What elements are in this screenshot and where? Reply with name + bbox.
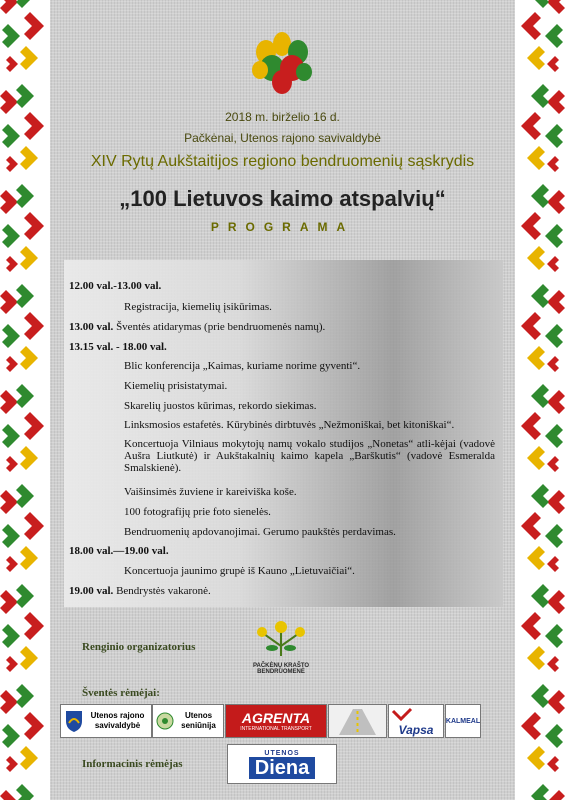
page-title: „100 Lietuvos kaimo atspalvių“ — [119, 186, 446, 211]
ornament-stitch — [547, 56, 559, 72]
ornament-stitch — [547, 690, 565, 714]
ornament-stitch — [0, 490, 18, 514]
ornament-motif — [521, 184, 565, 272]
ornament-stitch — [6, 656, 18, 672]
ornament-motif — [0, 84, 44, 172]
ornament-stitch — [521, 512, 541, 540]
ornament-stitch — [545, 724, 563, 748]
ornament-motif — [521, 784, 565, 800]
ornament-stitch — [547, 790, 565, 800]
ornament-stitch — [2, 124, 20, 148]
ornament-motif — [521, 284, 565, 372]
ornament-stitch — [545, 24, 563, 48]
ornament-motif — [521, 684, 565, 772]
ornament-stitch — [527, 546, 545, 570]
program-heading: PROGRAMA — [210, 220, 355, 234]
ornament-stitch — [547, 0, 565, 14]
road-icon — [329, 705, 386, 737]
organizer-name-line1: PAČKĖNŲ KRAŠTO — [252, 663, 310, 669]
event-date: 2018 m. birželio 16 d. — [225, 110, 340, 124]
ornament-stitch — [2, 424, 20, 448]
ornament-stitch — [16, 384, 34, 408]
program-item: Koncertuoja Vilniaus mokytojų namų vokalo studijos „Nonetas“ atli-kėjai (vadovė Aušra Liutkutė) ir Aukštakalnių kaimo kapela „Barškutis“ (vadovė Esmeralda Smalskienė). — [124, 438, 495, 474]
ornament-stitch — [24, 612, 44, 640]
program-item-text: Šventės atidarymas (prie bendruomenės namų). — [116, 321, 326, 333]
ornament-motif — [0, 484, 44, 572]
ornament-motif — [0, 284, 44, 372]
ornament-stitch — [521, 712, 541, 740]
ornament-stitch — [0, 290, 18, 314]
ornament-stitch — [527, 646, 545, 670]
ornament-stitch — [24, 212, 44, 240]
sponsors-label: Šventės rėmėjai: — [82, 687, 160, 699]
ornament-stitch — [0, 90, 18, 114]
ornament-stitch — [531, 84, 549, 108]
program-time: 19.00 val. — [69, 585, 114, 597]
organizer-name-line2: BENDRUOMENĖ — [257, 669, 305, 675]
program-item: 100 fotografijų prie foto sienelės. — [124, 506, 271, 518]
ornament-stitch — [547, 456, 559, 472]
ornament-stitch — [0, 190, 18, 214]
ornament-stitch — [531, 784, 549, 800]
media-name-top: UTENOS — [264, 749, 300, 757]
ornament-stitch — [6, 56, 18, 72]
ornament-stitch — [0, 390, 18, 414]
right-ornament-border — [515, 0, 565, 800]
info-sponsor-label: Informacinis rėmėjas — [82, 758, 183, 770]
ornament-stitch — [24, 412, 44, 440]
sponsor-kalmeal — [445, 704, 481, 738]
ornament-stitch — [6, 256, 18, 272]
ornament-stitch — [531, 584, 549, 608]
ornament-stitch — [521, 412, 541, 440]
organizer-label: Renginio organizatorius — [82, 641, 196, 653]
program-item: Skarelių juostos kūrimas, rekordo siekimas. — [124, 400, 317, 412]
ornament-stitch — [20, 146, 38, 170]
ornament-motif — [0, 584, 44, 672]
ornament-stitch — [6, 556, 18, 572]
sponsor-agrenta — [225, 704, 327, 738]
flower-icon — [248, 618, 314, 658]
ornament-stitch — [2, 624, 20, 648]
ornament-motif — [521, 484, 565, 572]
ornament-stitch — [545, 424, 563, 448]
ornament-stitch — [16, 184, 34, 208]
program-item: Blic konferencija „Kaimas, kuriame norime gyventi“. — [124, 360, 361, 372]
ornament-stitch — [16, 684, 34, 708]
ornament-stitch — [2, 324, 20, 348]
ornament-motif — [0, 684, 44, 772]
ornament-stitch — [16, 0, 34, 8]
ornament-stitch — [521, 112, 541, 140]
sponsor-utenos-savivaldybe — [60, 704, 152, 738]
ornament-stitch — [20, 446, 38, 470]
ornament-stitch — [6, 756, 18, 772]
ornament-stitch — [547, 190, 565, 214]
media-sponsor-logo — [227, 744, 337, 784]
oak-leaf-logo — [242, 30, 322, 98]
sponsor-utenos-seniunija — [152, 704, 224, 738]
program-time: 13.00 val. — [69, 321, 114, 333]
ornament-stitch — [0, 690, 18, 714]
ornament-stitch — [2, 724, 20, 748]
program-time: 18.00 val.—19.00 val. — [69, 545, 169, 557]
ornament-stitch — [0, 590, 18, 614]
ornament-motif — [521, 584, 565, 672]
ornament-stitch — [531, 284, 549, 308]
sponsor-name: Vapsa — [398, 723, 434, 737]
program-time: 13.15 val. - 18.00 val. — [69, 341, 167, 353]
ornament-stitch — [2, 524, 20, 548]
program-item: Kiemelių prisistatymai. — [124, 380, 228, 392]
event-name: XIV Rytų Aukštaitijos regiono bendruomenių sąskrydis — [90, 153, 475, 170]
ornament-stitch — [547, 90, 565, 114]
ornament-stitch — [527, 246, 545, 270]
poster — [52, 0, 513, 800]
ornament-stitch — [20, 746, 38, 770]
ornament-stitch — [545, 124, 563, 148]
ornament-stitch — [531, 384, 549, 408]
ornament-stitch — [0, 790, 18, 800]
left-ornament-border — [0, 0, 50, 800]
ornament-stitch — [531, 484, 549, 508]
sponsor-name: Utenos seniūnija — [181, 711, 216, 730]
program-panel — [64, 260, 503, 607]
ornament-stitch — [547, 490, 565, 514]
ornament-stitch — [527, 446, 545, 470]
ornament-stitch — [6, 156, 18, 172]
program-item: Vaišinsimės žuviene ir kareiviška koše. — [124, 486, 297, 498]
ornament-stitch — [545, 624, 563, 648]
ornament-stitch — [521, 12, 541, 40]
ornament-stitch — [2, 224, 20, 248]
ornament-stitch — [6, 456, 18, 472]
ornament-motif — [521, 84, 565, 172]
ornament-motif — [0, 0, 44, 72]
ornament-stitch — [527, 46, 545, 70]
sponsor-road-logo — [328, 704, 387, 738]
ornament-stitch — [547, 156, 559, 172]
program-item: Registracija, kiemelių įsikūrimas. — [124, 301, 272, 313]
ornament-stitch — [545, 224, 563, 248]
ornament-stitch — [547, 290, 565, 314]
coat-of-arms-icon — [64, 709, 84, 733]
ornament-stitch — [6, 356, 18, 372]
program-time: 12.00 val.-13.00 val. — [69, 280, 162, 292]
ornament-stitch — [20, 46, 38, 70]
sponsor-name: AGRENTA — [241, 710, 311, 726]
media-name-main: Diena — [249, 757, 315, 779]
ornament-stitch — [527, 746, 545, 770]
program-item — [69, 321, 495, 333]
ornament-stitch — [545, 324, 563, 348]
ornament-stitch — [24, 312, 44, 340]
ornament-stitch — [16, 284, 34, 308]
ornament-stitch — [521, 312, 541, 340]
ornament-stitch — [521, 612, 541, 640]
ornament-stitch — [24, 12, 44, 40]
ornament-stitch — [20, 246, 38, 270]
program-item — [69, 585, 495, 597]
ornament-stitch — [24, 512, 44, 540]
ornament-stitch — [16, 84, 34, 108]
ornament-stitch — [20, 546, 38, 570]
ornament-stitch — [547, 756, 559, 772]
sponsor-vapsa — [388, 704, 444, 738]
ornament-stitch — [2, 24, 20, 48]
organizer-logo — [248, 618, 314, 678]
ornament-stitch — [547, 556, 559, 572]
ornament-stitch — [527, 346, 545, 370]
ornament-stitch — [547, 390, 565, 414]
event-place: Pačkėnai, Utenos rajono savivaldybė — [184, 131, 381, 145]
ornament-stitch — [531, 0, 549, 8]
ornament-stitch — [16, 484, 34, 508]
ornament-stitch — [527, 146, 545, 170]
ornament-motif — [521, 384, 565, 472]
ornament-stitch — [547, 590, 565, 614]
ornament-motif — [0, 184, 44, 272]
program-item-text: Bendrystės vakaronė. — [116, 585, 211, 597]
ornament-motif — [0, 384, 44, 472]
sponsor-subtitle: INTERNATIONAL TRANSPORT — [240, 726, 312, 732]
program-item: Bendruomenių apdovanojimai. Gerumo paukštės perdavimas. — [124, 526, 396, 538]
emblem-icon — [156, 711, 174, 731]
checkmark-icon — [389, 707, 443, 721]
ornament-stitch — [531, 684, 549, 708]
sponsor-name: Utenos rajono savivaldybė — [90, 711, 145, 730]
ornament-motif — [521, 0, 565, 72]
ornament-stitch — [16, 784, 34, 800]
ornament-stitch — [521, 212, 541, 240]
sponsor-name: KALMEAL — [445, 717, 481, 725]
ornament-stitch — [24, 712, 44, 740]
ornament-stitch — [531, 184, 549, 208]
ornament-stitch — [547, 256, 559, 272]
ornament-motif — [0, 784, 44, 800]
ornament-stitch — [0, 0, 18, 14]
ornament-stitch — [24, 112, 44, 140]
ornament-stitch — [547, 356, 559, 372]
ornament-stitch — [20, 346, 38, 370]
program-item: Linksmosios estafetės. Kūrybinės dirbtuvės „Nežmoniškai, bet kitoniškai“. — [124, 419, 455, 431]
program-item: Koncertuoja jaunimo grupė iš Kauno „Lietuvaičiai“. — [124, 565, 355, 577]
ornament-stitch — [547, 656, 559, 672]
ornament-stitch — [16, 584, 34, 608]
ornament-stitch — [545, 524, 563, 548]
ornament-stitch — [20, 646, 38, 670]
